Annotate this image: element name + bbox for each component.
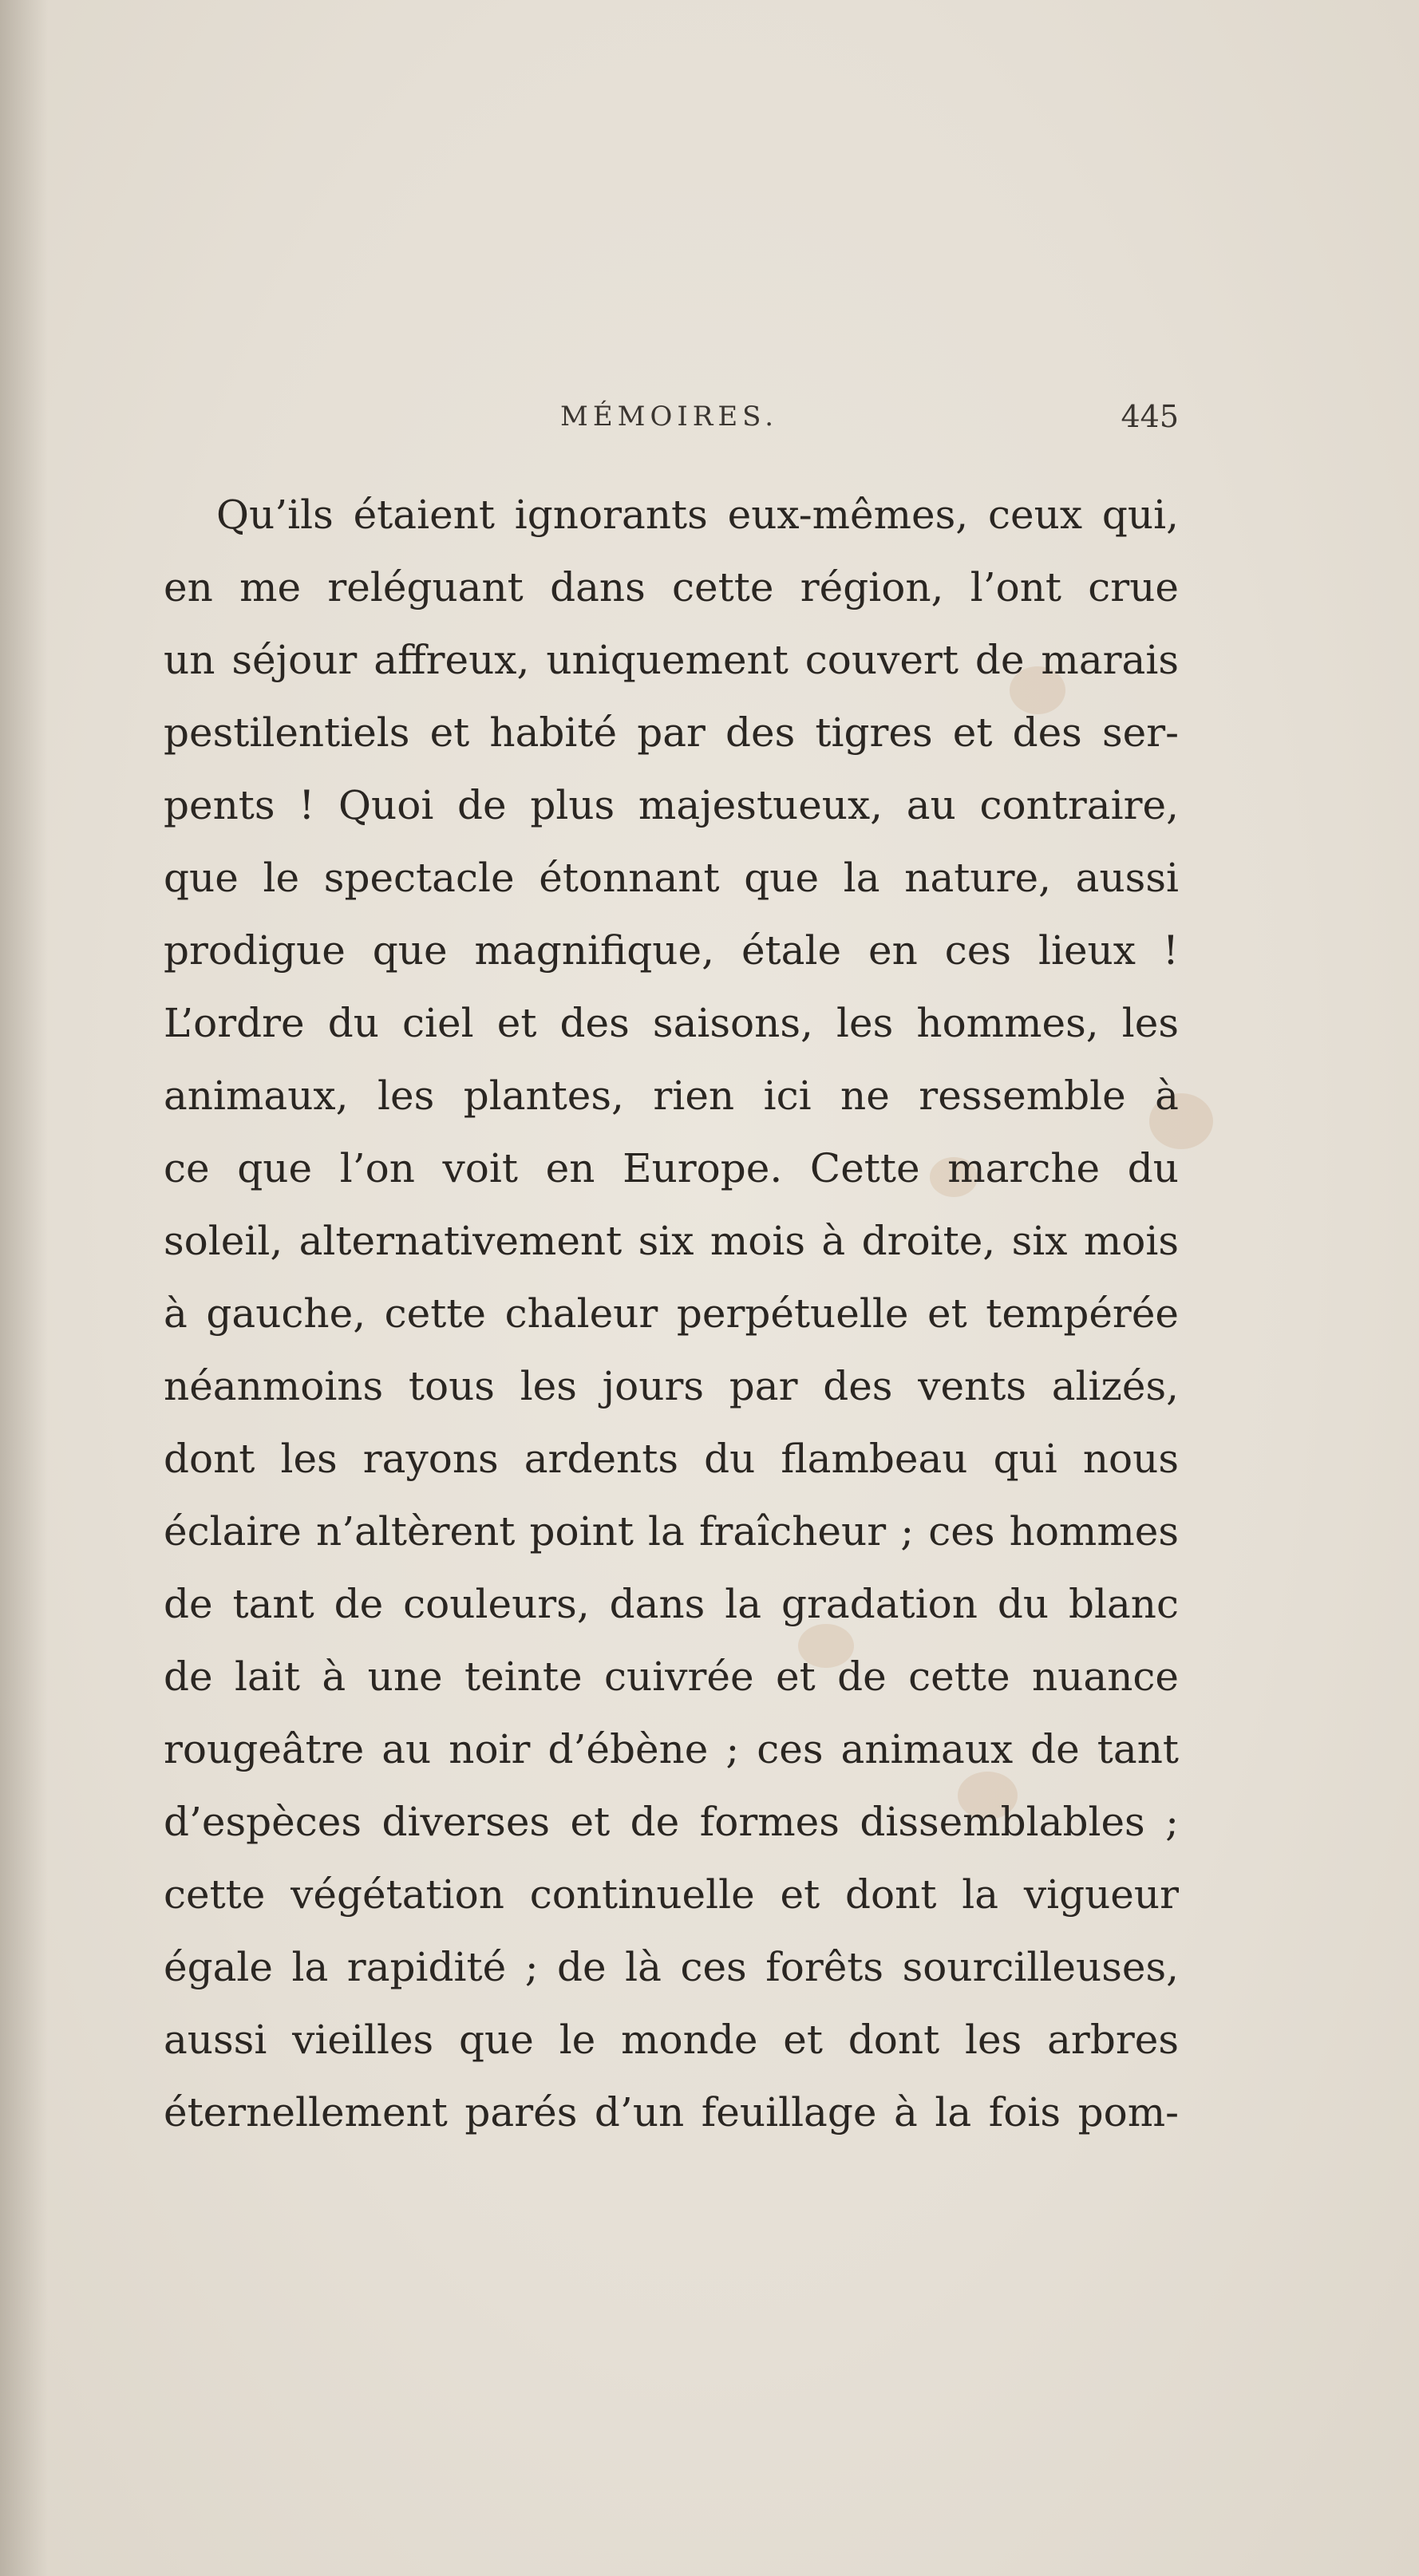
text-line: éternellement parés d’un feuillage à la fois pom- [164,2089,1179,2135]
page-header [164,393,1179,441]
text-line: néanmoins tous les jours par des vents alizés, [164,1363,1179,1409]
text-line: dont les rayons ardents du flambeau qui nous [164,1436,1179,1482]
text-line: prodigue que magnifique, étale en ces lieux ! [164,927,1179,974]
text-line: aussi vieilles que le monde et dont les arbres [164,2017,1179,2063]
text-line: L’ordre du ciel et des saisons, les hommes, les [164,1000,1179,1046]
text-line: animaux, les plantes, rien ici ne ressemble à [164,1073,1179,1119]
text-line: cette végétation continuelle et dont la vigueur [164,1871,1179,1918]
running-title: MÉMOIRES. [560,401,779,433]
text-line: pents ! Quoi de plus majestueux, au contraire, [164,782,1179,828]
text-line: un séjour affreux, uniquement couvert de marais [164,637,1179,683]
text-line: soleil, alternativement six mois à droite, six mois [164,1218,1179,1264]
text-line: éclaire n’altèrent point la fraîcheur ; ces hommes [164,1508,1179,1555]
text-line: que le spectacle étonnant que la nature, aussi [164,855,1179,901]
text-line: ce que l’on voit en Europe. Cette marche du [164,1145,1179,1191]
text-line: égale la rapidité ; de là ces forêts sourcilleuses, [164,1944,1179,1990]
gutter-shadow [0,0,48,2576]
text-line: Qu’ils étaient ignorants eux-mêmes, ceux qui, [216,492,1179,538]
text-line: en me reléguant dans cette région, l’ont crue [164,564,1179,610]
body-text [164,479,1179,2149]
text-line: de lait à une teinte cuivrée et de cette nuance [164,1653,1179,1700]
text-line: à gauche, cette chaleur perpétuelle et tempérée [164,1290,1179,1337]
text-line: de tant de couleurs, dans la gradation du blanc [164,1581,1179,1627]
text-line: pestilentiels et habité par des tigres et des ser- [164,709,1179,756]
page-number: 445 [1121,399,1179,434]
text-line: rougeâtre au noir d’ébène ; ces animaux de tant [164,1726,1179,1772]
text-line: d’espèces diverses et de formes dissemblables ; [164,1799,1179,1845]
